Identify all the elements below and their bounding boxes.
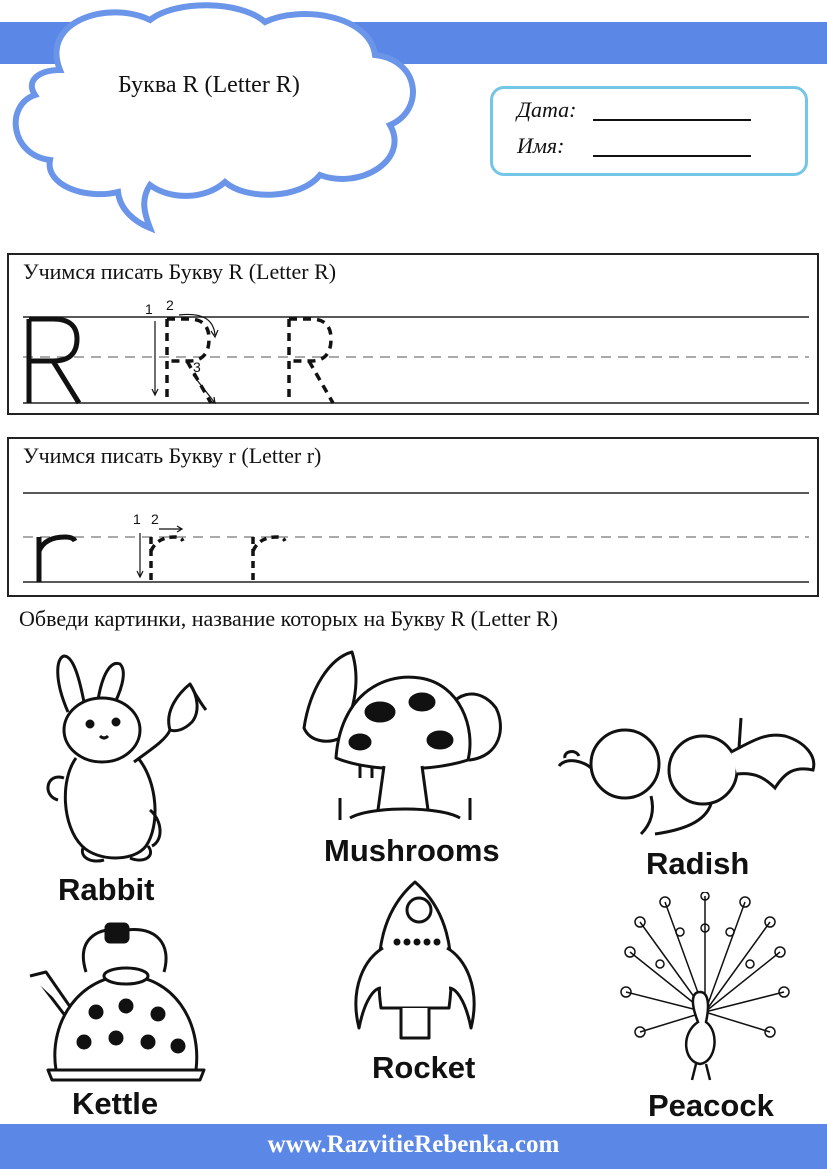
practice-title-uppercase: Учимся писать Букву R (Letter R)	[23, 259, 337, 284]
picture-label-rocket: Rocket	[372, 1050, 476, 1085]
picture-label-rabbit: Rabbit	[58, 872, 155, 907]
rabbit-icon[interactable]	[40, 650, 220, 870]
stroke-number-2: 2	[166, 297, 174, 313]
trace-letter-uppercase	[289, 319, 333, 403]
picture-label-kettle: Kettle	[72, 1086, 159, 1121]
footer-url-link[interactable]: www.RazvitieRebenka.com	[267, 1131, 560, 1158]
instruction-text: Обведи картинки, название которых на Букву R (Letter R)	[19, 606, 558, 631]
stroke-number-3: 3	[193, 359, 201, 375]
page-title: Буква R (Letter R)	[118, 72, 300, 98]
rocket-icon[interactable]	[335, 878, 495, 1048]
model-letter-uppercase	[29, 319, 79, 403]
picture-label-radish: Radish	[646, 846, 750, 881]
date-name-box	[490, 86, 808, 176]
practice-box-lowercase	[7, 437, 819, 597]
name-label: Имя:	[517, 133, 565, 158]
practice-title-lowercase: Учимся писать Букву r (Letter r)	[23, 443, 322, 468]
guided-letter-lowercase	[151, 537, 183, 582]
mushrooms-icon[interactable]	[300, 648, 510, 828]
trace-letter-lowercase	[253, 537, 285, 582]
stroke-number-1-lower: 1	[133, 511, 141, 527]
picture-label-peacock: Peacock	[648, 1088, 774, 1123]
speech-cloud	[0, 0, 430, 240]
date-label: Дата:	[517, 97, 577, 122]
stroke-arrows-lowercase	[137, 526, 182, 577]
name-field[interactable]	[593, 155, 751, 157]
date-field[interactable]	[593, 119, 751, 121]
kettle-icon[interactable]	[26, 920, 216, 1090]
stroke-number-1: 1	[145, 301, 153, 317]
stroke-number-2-lower: 2	[151, 511, 159, 527]
radish-icon[interactable]	[555, 712, 825, 842]
picture-label-mushrooms: Mushrooms	[324, 833, 500, 868]
model-letter-lowercase	[39, 537, 75, 582]
practice-box-uppercase	[7, 253, 819, 415]
peacock-icon[interactable]	[620, 892, 790, 1082]
